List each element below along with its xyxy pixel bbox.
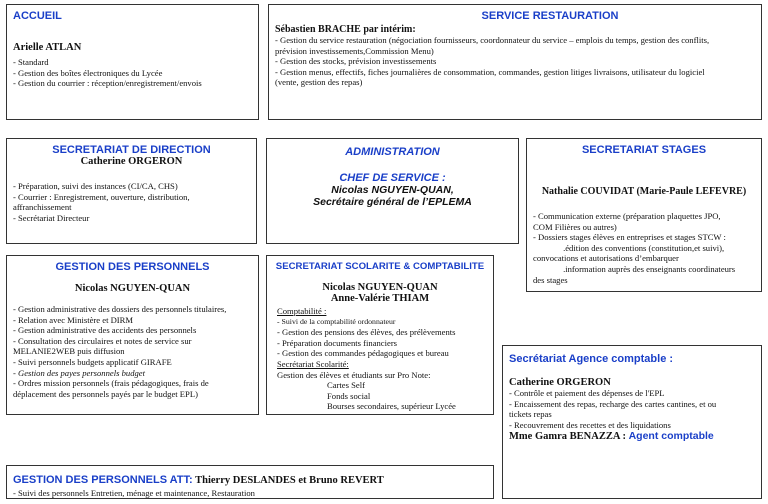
personnels-line: - Relation avec Ministère et DIRM: [13, 314, 134, 325]
personnels-lines: [13, 304, 252, 399]
restauration-line: - Gestion des stocks, prévision investissements: [275, 56, 437, 67]
restauration-title: SERVICE RESTAURATION: [481, 10, 619, 22]
direction-line: affranchissement: [13, 202, 72, 213]
stages-box: [526, 138, 762, 292]
stages-line: convocations et autorisations d’embarquer: [533, 253, 679, 264]
restauration-line: prévision investissements,Commission Menu): [275, 45, 434, 56]
restauration-line: - Gestion menus, effectifs, fiches journalières de consommation, commandes, gestion litiges livraisons, utilisateur du logiciel: [275, 66, 705, 77]
personnels-line: - Consultation des circulaires et notes de service sur: [13, 335, 192, 346]
accueil-line: - Gestion du courrier : réception/enregistrement/envois: [13, 78, 202, 89]
accueil-line: - Standard: [13, 57, 49, 67]
restauration-line: (vente, gestion des repas): [275, 77, 363, 88]
personnels-line: - Gestion administrative des accidents des personnels: [13, 325, 197, 336]
scolarite-line: Gestion des élèves et étudiants sur Pro Note:: [277, 369, 431, 380]
direction-lines: [13, 181, 250, 223]
scolarite-line: Bourses secondaires, supérieur Lycée: [327, 401, 456, 412]
scolarite-line: - Suivi de la comptabilité ordonnateur: [277, 316, 396, 326]
stages-line: .information auprès des enseignants coordinateurs: [533, 263, 736, 274]
stages-line: COM Filières ou autres): [533, 221, 617, 232]
scolarite-scol-label: Secrétariat Scolarité:: [277, 358, 349, 369]
stages-title: SECRETARIAT STAGES: [581, 144, 707, 156]
administration-box: [266, 138, 519, 244]
accueil-box: [6, 4, 259, 120]
direction-title: SECRETARIAT DE DIRECTION: [52, 144, 211, 156]
stages-line: .édition des conventions (constitution,et suivi),: [533, 242, 725, 253]
personnels-title: GESTION DES PERSONNELS: [55, 261, 210, 273]
att-names: Thierry DESLANDES et Bruno REVERT: [192, 475, 384, 486]
agence-name: Catherine ORGERON: [509, 377, 611, 388]
direction-box: [6, 138, 257, 244]
personnels-line: - Gestion des payes personnels budget: [13, 367, 145, 378]
agence-line: - Encaissement des repas, recharge des cartes cantines, et ou: [509, 398, 717, 409]
agence-title: Secrétariat Agence comptable :: [509, 353, 674, 365]
administration-name: Nicolas NGUYEN-QUAN,: [331, 184, 454, 196]
personnels-line: - Gestion administrative des dossiers des personnels titulaires,: [13, 304, 227, 314]
scolarite-line: - Préparation documents financiers: [277, 337, 398, 348]
scolarite-line: - Gestion des pensions des élèves, des prélèvements: [277, 327, 456, 338]
agence-agent: Agent comptable: [628, 430, 714, 443]
scolarite-line: - Gestion des commandes pédagogiques et bureau: [277, 348, 449, 359]
restauration-box: [268, 4, 762, 120]
att-header: [13, 470, 487, 488]
restauration-lines: [275, 35, 755, 88]
personnels-box: [6, 255, 259, 415]
agence-line: tickets repas: [509, 409, 552, 420]
direction-line: - Secrétariat Directeur: [13, 212, 90, 223]
scolarite-line: Fonds social: [327, 390, 371, 401]
direction-line: - Préparation, suivi des instances (CI/CA, CHS): [13, 181, 178, 191]
scolarite-lines: [273, 306, 487, 412]
accueil-name: Arielle ATLAN: [13, 42, 82, 53]
personnels-name: Nicolas NGUYEN-QUAN: [74, 283, 191, 294]
scolarite-title: SECRETARIAT SCOLARITE & COMPTABILITE: [275, 261, 485, 272]
personnels-line: - Ordres mission personnels (frais pédagogiques, frais de: [13, 378, 209, 389]
restauration-name: Sébastien BRACHE par intérim:: [275, 24, 416, 35]
direction-name: Catherine ORGERON: [80, 156, 183, 167]
stages-line: - Dossiers stages élèves en entreprises et stages STCW :: [533, 232, 726, 243]
administration-chef: CHEF DE SERVICE :: [339, 172, 446, 184]
agence-lines: [509, 388, 755, 430]
scolarite-box: [266, 255, 494, 415]
scolarite-line: Cartes Self: [327, 380, 365, 391]
accueil-lines: [13, 57, 252, 89]
att-box: [6, 465, 494, 499]
personnels-line: MELANIE2WEB puis diffusion: [13, 346, 125, 357]
personnels-line: - Suivi personnels budgets applicatif GIRAFE: [13, 356, 172, 367]
att-line: - Suivi des personnels Entretien, ménage et maintenance, Restauration: [13, 488, 255, 498]
stages-line: - Communication externe (préparation plaquettes JPO,: [533, 211, 721, 221]
agence-line: - Contrôle et paiement des dépenses de l'EPL: [509, 388, 665, 398]
agence-mme: Mme Gamra BENAZZA: [509, 431, 620, 443]
accueil-title: ACCUEIL: [13, 10, 62, 22]
agence-footer: [509, 430, 755, 442]
att-title: GESTION DES PERSONNELS ATT:: [13, 474, 193, 486]
stages-name: Nathalie COUVIDAT (Marie-Paule LEFEVRE): [541, 186, 747, 197]
agence-colon: :: [619, 431, 629, 443]
scolarite-compta-label: Comptabilité :: [277, 306, 327, 316]
stages-line: des stages: [533, 274, 568, 285]
administration-title: ADMINISTRATION: [345, 146, 440, 158]
administration-role: Secrétaire général de l’EPLEMA: [313, 196, 472, 208]
agence-line: - Recouvrement des recettes et des liquidations: [509, 419, 671, 430]
personnels-line: déplacement des personnels payés par le budget EPL): [13, 388, 198, 399]
restauration-line: - Gestion du service restauration (négociation fournisseurs, coordonnateur du service – emplois du temps, gestion des conflits,: [275, 35, 710, 45]
scolarite-name2: Anne-Valérie THIAM: [330, 293, 430, 304]
direction-line: - Courrier : Enregistrement, ouverture, distribution,: [13, 191, 190, 202]
agence-box: [502, 345, 762, 499]
accueil-line: - Gestion des boîtes électroniques du Lycée: [13, 67, 163, 78]
scolarite-name1: Nicolas NGUYEN-QUAN: [322, 282, 438, 293]
stages-lines: [533, 211, 755, 285]
